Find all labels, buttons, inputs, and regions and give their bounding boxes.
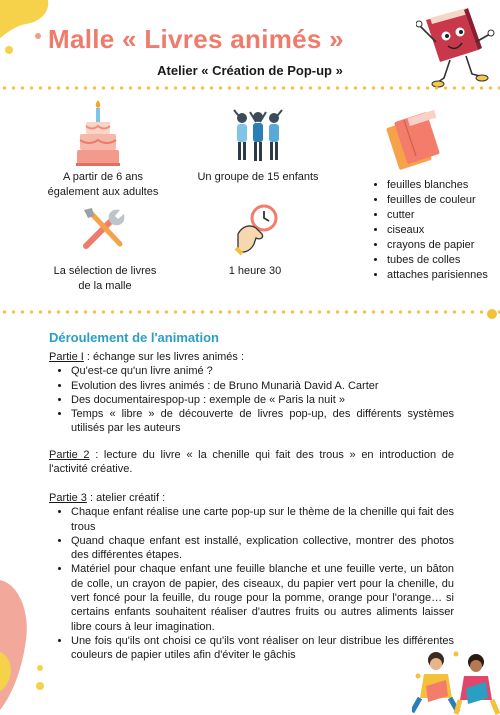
feature-duration-line-1: 1 heure 30 (228, 265, 282, 277)
list-item: • Evolution des livres animés : de Bruno Munarià David A. Carter (71, 379, 454, 393)
part-3-intro (49, 491, 454, 505)
material-item: • tubes de colles (387, 253, 488, 268)
section-title: Déroulement de l'animation (49, 330, 219, 345)
page-subtitle: Atelier « Création de Pop-up » (157, 63, 343, 78)
part-1-intro (49, 350, 454, 364)
feature-selection-line-2: de la malle (78, 280, 132, 292)
book-character-illustration (416, 6, 496, 94)
material-item: • attaches parisiennes (387, 268, 488, 283)
part-1 (49, 350, 454, 436)
list-item: • Matériel pour chaque enfant une feuille blanche et une feuille verte, un bâton de colle, un crayon de papier, des ciseaux, du papier vert pour la chenille, du vert foncé pour la feuille, du rouge pour la pomme, orange pour l'orange… si certains enfants souhaitent réaliser d'autres fruits ou autres aliments laisser libre cours à leur imagination. (71, 562, 454, 633)
part-1-label: Partie I (49, 351, 84, 363)
tools-icon (80, 206, 126, 252)
part-3-label: Partie 3 (49, 492, 87, 504)
notebooks-icon (384, 108, 444, 170)
list-item: • Une fois qu'ils ont choisi ce qu'ils vont réaliser on leur distribue les différentes couleurs de papier utiles afin d'éviter le gâchis (71, 634, 454, 663)
material-item: • feuilles de couleur (387, 193, 488, 208)
feature-duration (200, 264, 310, 279)
birthday-cake-icon (76, 100, 120, 166)
part-2 (49, 448, 454, 477)
feature-selection-line-1: La sélection de livres (53, 265, 157, 277)
dotted-divider-middle (0, 310, 500, 314)
dotted-divider-top (0, 86, 500, 90)
feature-age-line-1: A partir de 6 ans (62, 171, 144, 183)
group-of-people-icon (226, 108, 290, 164)
part-2-label: Partie 2 (49, 449, 90, 461)
page-title: Malle « Livres animés » (48, 24, 344, 54)
part-3-bullets (49, 505, 454, 662)
list-item: • Qu'est-ce qu'un livre animé ? (71, 364, 454, 378)
part-3-text: : atelier créatif : (86, 492, 166, 504)
feature-group-line-1: Un groupe de 15 enfants (197, 171, 319, 183)
feature-age (28, 170, 178, 200)
part-1-bullets (49, 364, 454, 435)
list-item: • Quand chaque enfant est installé, explication collective, montrer des photos des différentes étapes. (71, 534, 454, 563)
material-item: • crayons de papier (387, 238, 488, 253)
feature-selection (30, 264, 180, 294)
clock-hand-icon (234, 204, 280, 256)
material-item: • ciseaux (387, 223, 488, 238)
part-2-text: : lecture du livre « la chenille qui fait des trous » en introduction de l'activité créative. (49, 449, 454, 476)
list-item: • Temps « libre » de découverte de livres pop-up, des différents systèmes utilisés par les auteurs (71, 407, 454, 436)
part-2-intro (49, 448, 454, 477)
reading-children-illustration (412, 646, 500, 715)
materials-list (372, 178, 488, 283)
feature-group (190, 170, 326, 185)
material-item: • feuilles blanches (387, 178, 488, 193)
list-item: • Des documentairespop-up : exemple de « Paris la nuit » (71, 393, 454, 407)
feature-age-line-2: également aux adultes (47, 186, 159, 198)
part-3 (49, 491, 454, 663)
part-1-text: : échange sur les livres animés : (83, 351, 245, 363)
material-item: • cutter (387, 208, 488, 223)
list-item: • Chaque enfant réalise une carte pop-up sur le thème de la chenille qui fait des trous (71, 505, 454, 534)
